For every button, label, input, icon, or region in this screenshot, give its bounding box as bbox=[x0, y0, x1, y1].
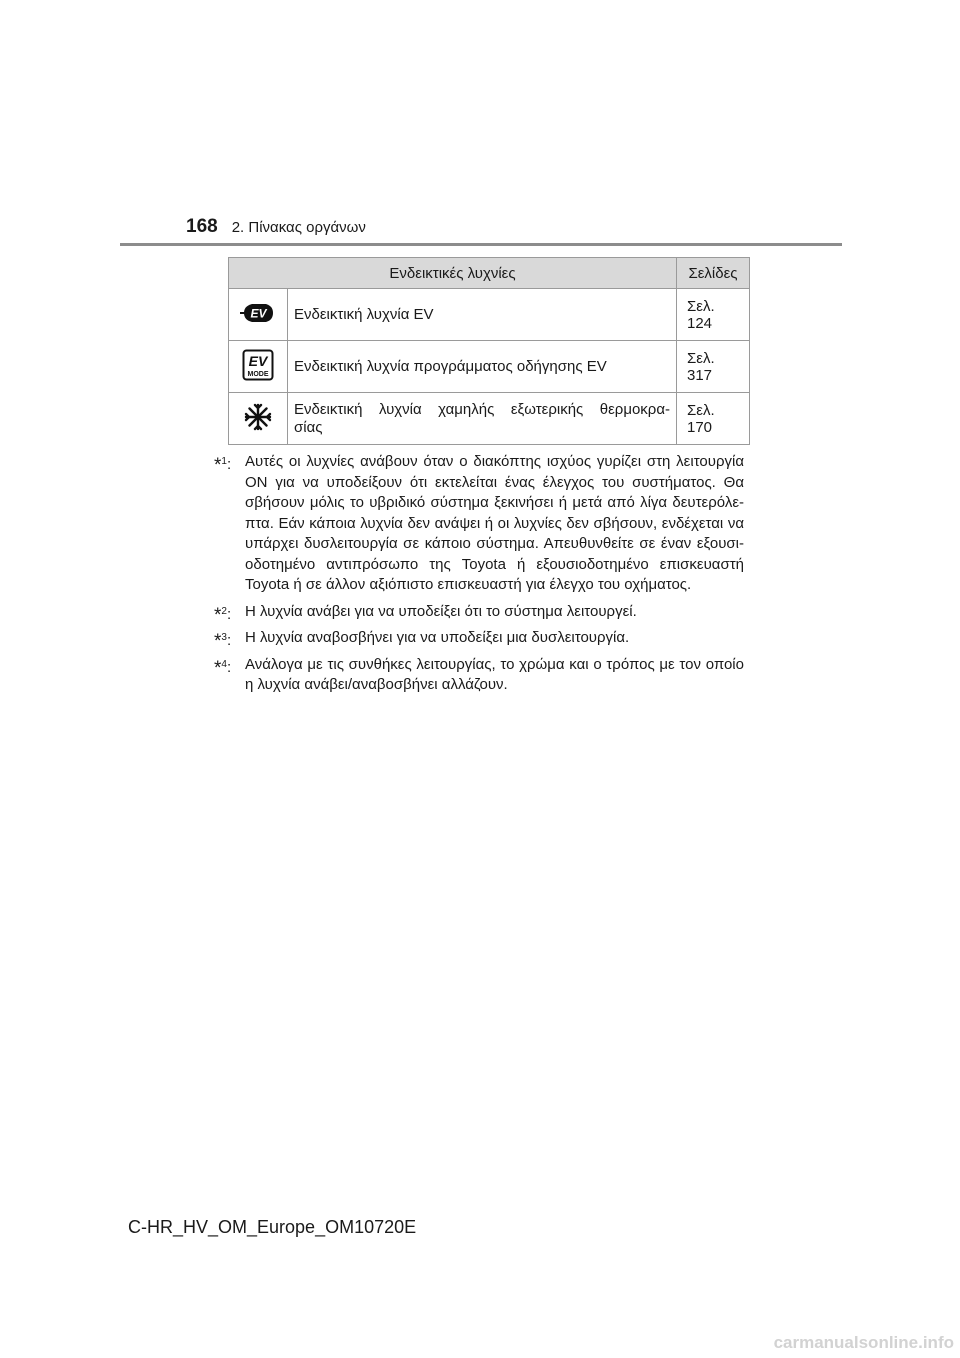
footnote-text: Η λυχνία ανάβει για να υποδείξει ότι το σύστημα λειτουργεί. bbox=[245, 602, 637, 620]
footnote-marker: *$^3$: bbox=[214, 631, 232, 652]
page-reference: Σελ. 124 bbox=[677, 289, 750, 341]
table-row bbox=[229, 341, 750, 393]
indicator-label: Ενδεικτική λυχνία προγράμματος οδήγησης EV bbox=[288, 341, 677, 393]
footnote-number: 4 bbox=[221, 658, 227, 670]
page-reference: Σελ. 170 bbox=[677, 393, 750, 445]
document-code: C-HR_HV_OM_Europe_OM10720E bbox=[128, 1217, 417, 1237]
footnote-marker: *$^4$: bbox=[214, 657, 232, 679]
footnotes bbox=[214, 452, 744, 702]
svg-text:EV: EV bbox=[248, 352, 268, 369]
table-row bbox=[229, 289, 750, 341]
indicator-label-line: σίας bbox=[294, 418, 323, 436]
snowflake-icon bbox=[243, 402, 273, 432]
footnote bbox=[214, 655, 744, 696]
table-row bbox=[229, 393, 750, 445]
footnote-marker: *$^2$: bbox=[214, 604, 232, 626]
ev-indicator-icon bbox=[240, 301, 276, 325]
footnote-text: Η λυχνία αναβοσβήνει για να υποδείξει μια δυσλειτουργία. bbox=[245, 629, 630, 646]
indicator-label: Ενδεικτική λυχνία EV bbox=[288, 289, 677, 341]
footnote-number: 2 bbox=[221, 605, 227, 617]
svg-text:MODE: MODE bbox=[247, 370, 269, 378]
site-watermark: carmanualsonline.info bbox=[773, 1333, 954, 1352]
footnote-number: 3 bbox=[221, 632, 227, 643]
footnote bbox=[214, 452, 744, 596]
icon-cell bbox=[229, 289, 288, 341]
section-title: 2. Πίνακας οργάνων bbox=[231, 219, 366, 236]
ev-mode-indicator-icon bbox=[242, 349, 274, 381]
footnote-text: Ανάλογα με τις συνθήκες λειτουργίας, το χρώμα και ο τρόπος με τον οποίο η λυχνία ανάβει/αναβοσβήνει αλλάζουν. bbox=[245, 655, 744, 693]
footnote-text: Αυτές οι λυχνίες ανάβουν όταν ο διακόπτης ισχύος γυρίζει στη λειτουργία ON για να υποδείξουν ότι εκτελείται ένας έλεγχος του συστήματος. Θα σβήσουν μόλις το υβριδικό σύστημα ξεκινήσει ή μετά από λίγα δευτερόλε-πτα. Εάν κάποια λυχνία δεν ανάψει ή οι λυχνίες δεν σβήσουν, ενδέχεται να υπάρχει δυσλειτουργία σε κάποιο σύστημα. Απευθυνθείτε σε έναν εξουσι-οδοτημένο αντιπρόσωπο της Toyota ή εξουσιοδοτημένο επισκευαστή Toyota ή σε άλλον αξιόπιστο επισκευαστή για έλεγχο του οχήματος. bbox=[245, 453, 744, 593]
page-reference: Σελ. 317 bbox=[677, 341, 750, 393]
footnote bbox=[214, 628, 744, 652]
table-header-row bbox=[229, 258, 750, 289]
page-header bbox=[186, 216, 366, 238]
icon-cell bbox=[229, 341, 288, 393]
footnote-marker: *$^1$: bbox=[214, 455, 232, 476]
svg-text:EV: EV bbox=[250, 306, 267, 320]
indicator-table bbox=[228, 257, 750, 445]
page-number: 168 bbox=[186, 216, 218, 237]
footnote bbox=[214, 602, 744, 626]
indicator-label bbox=[288, 393, 677, 445]
column-header-pages: Σελίδες bbox=[677, 258, 750, 289]
footnote-number: 1 bbox=[221, 456, 227, 467]
column-header-indicators: Ενδεικτικές λυχνίες bbox=[229, 258, 677, 289]
icon-cell bbox=[229, 393, 288, 445]
indicator-label-line: Ενδεικτική λυχνία χαμηλής εξωτερικής θερμοκρα- bbox=[294, 400, 670, 418]
header-divider bbox=[120, 243, 842, 246]
